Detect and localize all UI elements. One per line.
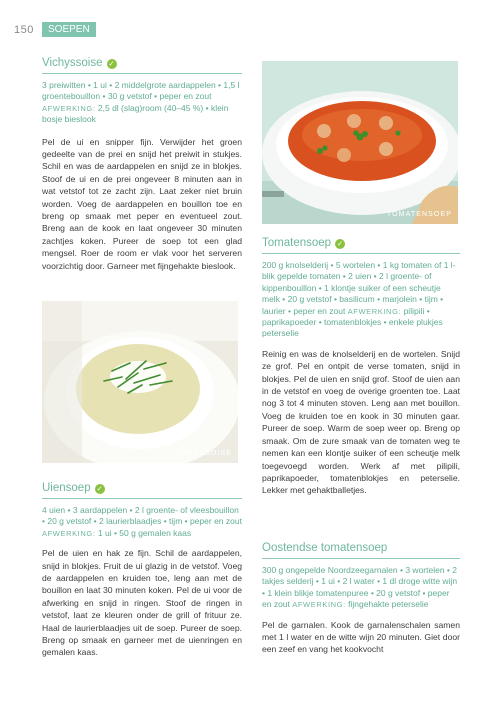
divider [42, 73, 242, 74]
photo-tomatensoep [262, 61, 458, 224]
recipe-tomatensoep [262, 236, 460, 497]
finish-label: AFWERKING: [42, 528, 96, 538]
ingredient-list: 3 preiwitten • 1 ui • 2 middelgrote aardappelen • 1,5 l groentebouillon • 30 g vetstof • peper en zout [42, 80, 240, 102]
ingredient-list: 4 uien • 3 aardappelen • 2 l groente- of vleesbouillon • 20 g vetstof • 2 laurierblaadjes • tijm • peper en zout [42, 505, 242, 527]
finish-label: AFWERKING: [347, 306, 402, 316]
photo-caption: TOMATENSOEP [386, 211, 452, 218]
method-text: Pel de ui en snipper fijn. Verwijder het groen gedeelte van de prei en snijd het preiwit in stukjes. Schil en was de aardappelen en snijd ze in blokjes. Stoof de ui en de prei ongeveer 8 minuten aan in wat vetstof tot ze zacht zijn. Laat zeker niet bruin worden. Voeg de aardappelen en bouillon toe en breng op smaak met peper en eventueel zout. Breng aan de kook en laat ongeveer 30 minuten zachtjes koken. Pureer de soep tot een glad mengsel. Roer de room er vlak voor het serveren voorzichtig door. Garneer met fijngehakte bieslook. [42, 136, 242, 271]
finish-label: AFWERKING: [42, 103, 96, 113]
recipe-title [262, 541, 460, 556]
recipe-title [42, 56, 242, 71]
tomatensoep-image [262, 61, 458, 224]
divider [262, 253, 460, 254]
recipe-title-text: Vichyssoise [42, 57, 103, 69]
page-number: 150 [14, 24, 34, 36]
photo-caption: VICHYSSOISE [172, 450, 232, 457]
photo-vichyssoise [42, 301, 238, 463]
vichyssoise-image [42, 301, 238, 463]
ingredients [42, 505, 242, 539]
finish-list: 1 ui • 50 g gemalen kaas [97, 527, 192, 538]
divider [262, 558, 460, 559]
divider [42, 498, 242, 499]
ingredients [42, 80, 242, 126]
finish-list: pilipili • paprikapoeder • tomatenblokjes • enkele plukjes peterselie [262, 305, 443, 339]
recipe-title-text: Uiensoep [42, 482, 91, 494]
recipe-oostendse-tomatensoep [262, 541, 460, 656]
ingredients [262, 565, 460, 611]
method-text: Pel de garnalen. Kook de garnalenschalen samen met 1 l water en de witte wijn 20 minuten. Giet door een zeef en vang het kookvocht [262, 619, 460, 655]
recipe-vichyssoise [42, 56, 242, 272]
check-icon: ✓ [96, 483, 103, 493]
recipe-title [42, 481, 242, 496]
finish-list: fijngehakte peterselie [348, 599, 429, 610]
recipe-title [262, 236, 460, 251]
finish-label: AFWERKING: [292, 600, 346, 610]
method-text: Reinig en was de knolselderij en de wortelen. Snijd ze grof. Pel en ontpit de verse tomaten, snijd in blokjes. Pel de uien en snijd grof. Stoof de uien aan in de vetstof en voeg de overige groenten toe. Laat nog 3 tot 4 minuten stoven. Leng aan met bouillon. Voeg de kruiden toe en kook in 30 minuten gaar. Pureer de soep. Warm de soep weer op. Breng op smaak. Om de zure smaak van de tomaten weg te nemen kan een klontje suiker of een scheutje melk toegevoegd worden. Werk af met pilipili, paprikapoeder, tomatenblokjes en peterselie. Lekker met gehaktballetjes. [262, 348, 460, 496]
check-icon: ✓ [108, 58, 115, 68]
method-text: Pel de uien en hak ze fijn. Schil de aardappelen, snijd in blokjes. Fruit de ui glazig in de vetstof. Voeg de aardappelen en kruiden toe, leng aan met de bouillon en laat 30 minuten koken. Pel de ui voor de afwerking en snijd in ringen. Stoof de ringen in vetstof, laat ze kleuren onder de grill of frituur ze. Haal de laurierblaadjes uit de soep. Pureer de soep. Breng op smaak en garneer met de uienringen en gemalen kaas. [42, 548, 242, 658]
ingredient-list: 200 g knolselderij • 5 wortelen • 1 kg tomaten of 1 l-blik gepelde tomaten • 2 uien • 2 l groente- of kippenbouillon • 1 klontje suiker of een scheutje melk • 20 g vetstof • basilicum • marjolein • tijm • laurier • peper en zout [262, 260, 456, 316]
section-tab: SOEPEN [42, 22, 96, 37]
recipe-uiensoep [42, 481, 242, 659]
ingredient-list: 300 g ongepelde Noordzeegarnalen • 3 wortelen • 2 takjes selderij • 1 ui • 2 l water • 1 dl droge witte wijn • 1 klein blikje tomatenpuree • 20 g vetstof • peper en zout [262, 565, 458, 610]
finish-list: 2,5 dl (slag)room (40–45 %) • klein bosje bieslook [42, 102, 229, 125]
recipe-title-text: Oostendse tomatensoep [262, 542, 388, 554]
ingredients [262, 260, 460, 340]
check-icon: ✓ [336, 238, 344, 248]
recipe-title-text: Tomatensoep [262, 237, 332, 249]
